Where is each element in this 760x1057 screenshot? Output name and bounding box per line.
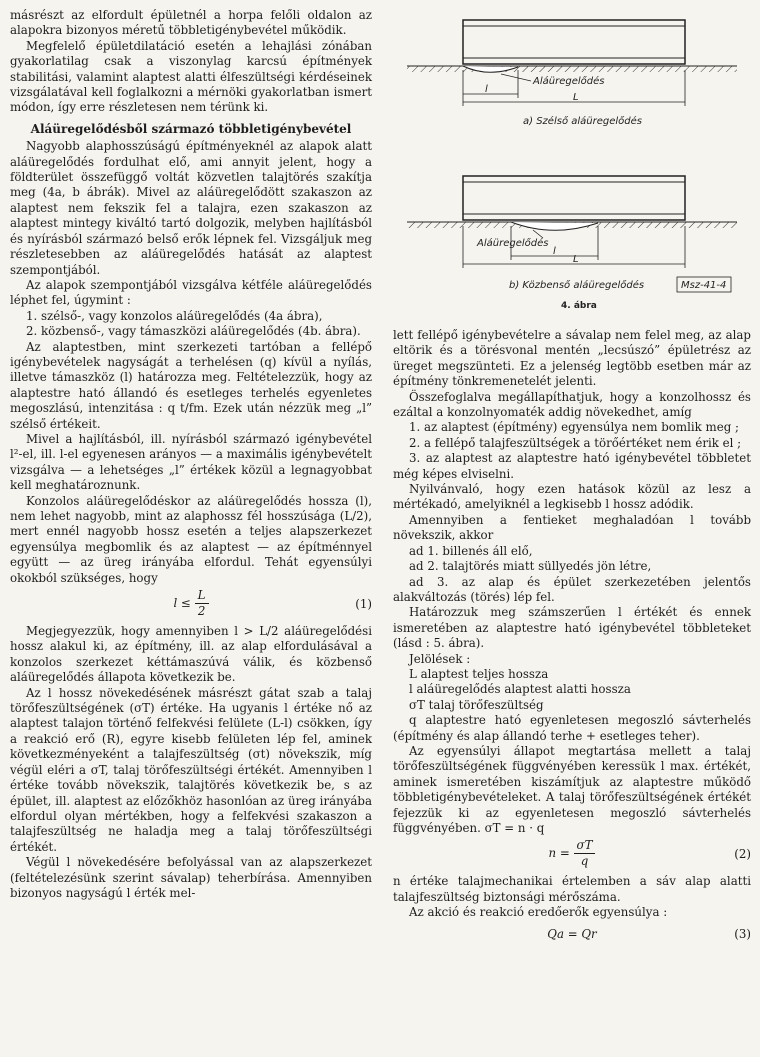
denominator: q [580, 854, 589, 869]
building-b [463, 176, 685, 220]
numerator: L [195, 588, 209, 604]
equation-lhs: n = [548, 846, 570, 861]
ground-a [407, 66, 737, 72]
figure-4-drawing [393, 6, 751, 324]
equation-lhs: l ≤ [173, 595, 191, 610]
list-item: 1. szélső-, vagy konzolos aláüregelődés (4a ábra), [26, 308, 323, 323]
paragraph: Az l hossz növekedésének másrészt gátat szab a talaj törőfeszültségének (σT) értéke. Ha ugyanis l értéke nő az alaptest talajon történő felfekvési felülete (L-l) csökken, így a reakció erő (R), egyre kisebb felületen lép fel, aminek következményeként a talajfeszültség (σt) növekszik, míg végül eléri a σT, talaj törőfeszültségi értékét. Amennyiben l értéke tovább növekszik, talajtörés következik be, s az épület, ill. alaptest az előzőkhöz hasonlóan az üreg irányába elfordul olyan mértékben, hogy a felfekvési szakaszon a talajfeszültség ne haladja meg a talaj törőfeszültségi értékét. [10, 685, 372, 854]
cavity-label-a: Aláüregelődés [533, 76, 605, 87]
building-a [463, 20, 685, 64]
paragraph: Konzolos aláüregelődéskor az aláüregelődés hossza (l), nem lehet nagyobb, mint az alaphossz fél hosszúsága (L/2), mert ennél nagyobb hossz esetén a teljes alapszerkezet egyensúlya megbomlik és az alaptest — az építménnyel együtt — az üreg irányába elfordul. Tehát egyensúlyi okokból szükséges, hogy [10, 493, 372, 585]
notation-item: L alaptest teljes hossza [409, 666, 549, 681]
paragraph: Határozzuk meg számszerűen l értékét és ennek ismeretében az alaptestre ható igénybevétel többleteket (lásd : 5. ábra). [393, 605, 751, 651]
list-item: 1. az alaptest (építmény) egyensúlya nem bomlik meg ; [409, 420, 739, 435]
numerator: σT [574, 838, 596, 854]
equation-3 [393, 923, 751, 945]
leader-line [533, 230, 543, 238]
figure-number: 4. ábra [561, 301, 597, 311]
fraction [195, 588, 209, 619]
equation-number: (2) [734, 847, 751, 862]
notation-item: l aláüregelődés alaptest alatti hossza [409, 682, 631, 697]
paragraph: Megjegyezzük, hogy amennyiben l > L/2 aláüregelődési hossz alakul ki, az építmény, ill. az alap elfordulásával a konzolos szerkezet kéttámaszúvá válik, és közbenső aláüregelődés állapota következik be. [10, 624, 372, 685]
paragraph: Az egyensúlyi állapot megtartása mellett a talaj törőfeszültségének függvényében keressük l max. értékét, aminek ismeretében kiszámítjuk az alaptestre működő többletigénybevételeket. A talaj törőfeszültségének értékét fejezzük ki az egyenletesen megoszló sávterhelés függvényében. σT = n · q [393, 743, 751, 835]
fraction [574, 838, 596, 869]
paragraph: Mivel a hajlításból, ill. nyírásból származó igénybevétel l²-el, ill. l-el egyenesen arányos — a maximális igénybevételt vizsgálva — a lehetséges „l” értékek közül a legnagyobbat kell meghatároznunk. [10, 431, 372, 493]
paragraph: Jelölések : [409, 651, 471, 666]
list-item: 3. az alaptest az alaptestre ható igénybevétel többletet még képes elviselni. [393, 451, 751, 481]
dim-L-label: L [573, 254, 579, 265]
denominator: 2 [197, 604, 206, 619]
paragraph: Az alaptestben, mint szerkezeti tartóban a fellépő igénybevételek nagyságát a terhelésen (q) kívül a nyílás, illetve támaszköz (l) határozza meg. Feltételezzük, hogy az alaptestre ható állandó és esetleges terhelés egyenletes megoszlású, intenzitása : q t/fm. Ezek után nézzük meg „l” szélső értékeit. [10, 339, 372, 431]
section-heading: Aláüregelődésből származó többletigénybevétel [30, 121, 352, 136]
paragraph: n értéke talajmechanikai értelemben a sáv alap alatti talajfeszültség biztonsági mérőszáma. [393, 874, 751, 904]
paragraph: Az alapok szempontjából vizsgálva kétféle aláüregelődés léphet fel, úgymint : [10, 277, 372, 308]
right-column [393, 328, 751, 947]
list-item: ad 2. talajtörés miatt süllyedés jön létre, [409, 559, 652, 574]
paragraph: Nagyobb alaphosszúságú építményeknél az alapok alatt aláüregelődés fordulhat elő, ami annyit jelent, hogy a földterület összefüggő voltát közvetlen talajtörés szakítja meg (4a, b ábrák). Mivel az aláüregelődött szakaszon az alaptest nem fekszik fel a talajra, ezen szakaszon az alaptest mintegy kiváltó tartó dolgozik, melyben hajlításból és nyírásból származó belső erők lépnek fel. Vizsgáljuk meg részletesebben az aláüregelődés hatását az alaptest szempontjából. [10, 139, 372, 277]
paragraph: Nyilvánvaló, hogy ezen hatások közül az lesz a mértékadó, amelyiknél a legkisebb l hossz adódik. [393, 482, 751, 512]
paragraph: Összefoglalva megállapíthatjuk, hogy a konzolhossz és ezáltal a konzolnyomaték addig növekedhet, amíg [393, 389, 751, 420]
leader-line [501, 74, 531, 81]
standard-code: Msz-41-4 [681, 280, 727, 291]
list-item: ad 3. az alap és épület szerkezetében jelentős alakváltozás (törés) lép fel. [393, 574, 751, 604]
notation-item: q alaptestre ható egyenletesen megoszló sávterhelés (építmény és alap állandó terhe + esetleges teher). [393, 713, 751, 743]
equation-number: (1) [355, 597, 372, 612]
paragraph: Megfelelő épületdilatáció esetén a lehajlási zónában gyakorlatilag csak a viszonylag karcsú építmények stabilitási, valamint alaptest alatti élfeszültségi kérdéseinek vizsgálatával kell foglalkozni a mérnöki gyakorlatban ismert módon, így erre részletesen nem térünk ki. [10, 38, 372, 115]
figure-4 [393, 6, 751, 324]
equation-1 [10, 588, 372, 622]
cavity-label-b: Aláüregelődés [477, 238, 549, 249]
paragraph: másrészt az elfordult épületnél a horpa felőli oldalon az alapokra bizonyos méretű többletigénybevétel működik. [10, 8, 372, 38]
list-item: 2. közbenső-, vagy támaszközi aláüregelődés (4b. ábra). [26, 324, 361, 339]
paragraph: Az akció és reakció eredőerők egyensúlya : [409, 905, 668, 920]
equation-number: (3) [734, 926, 751, 941]
caption-b: b) Közbenső aláüregelődés [509, 280, 645, 291]
ground-b [407, 222, 737, 230]
dim-l-label: l [485, 84, 488, 95]
equation-2 [393, 838, 751, 872]
dim-L-label: L [573, 92, 579, 103]
list-item: ad 1. billenés áll elő, [409, 543, 533, 558]
notation-item: σT talaj törőfeszültség [409, 697, 544, 712]
dim-l-label: l [553, 246, 556, 257]
paragraph: Végül l növekedésére befolyással van az alapszerkezet (feltételezésünk szerint sávalap) teherbírása. Amennyiben bizonyos nagyságú l érték mel- [10, 855, 372, 900]
equation-body: Qa = Qr [547, 926, 597, 941]
list-item: 2. a fellépő talajfeszültségek a törőértéket nem érik el ; [409, 435, 742, 450]
paragraph: Amennyiben a fentieket meghaladóan l tovább növekszik, akkor [393, 512, 751, 543]
paragraph: lett fellépő igénybevételre a sávalap nem felel meg, az alap eltörik és a törésvonal mentén „lecsúszó” épületrész az üreget megszünteti. Ez a jelenség legtöbb esetben már az építmény tönkremenetelét jelenti. [393, 328, 751, 389]
left-column [10, 8, 372, 901]
caption-a: a) Szélső aláüregelődés [523, 116, 642, 127]
